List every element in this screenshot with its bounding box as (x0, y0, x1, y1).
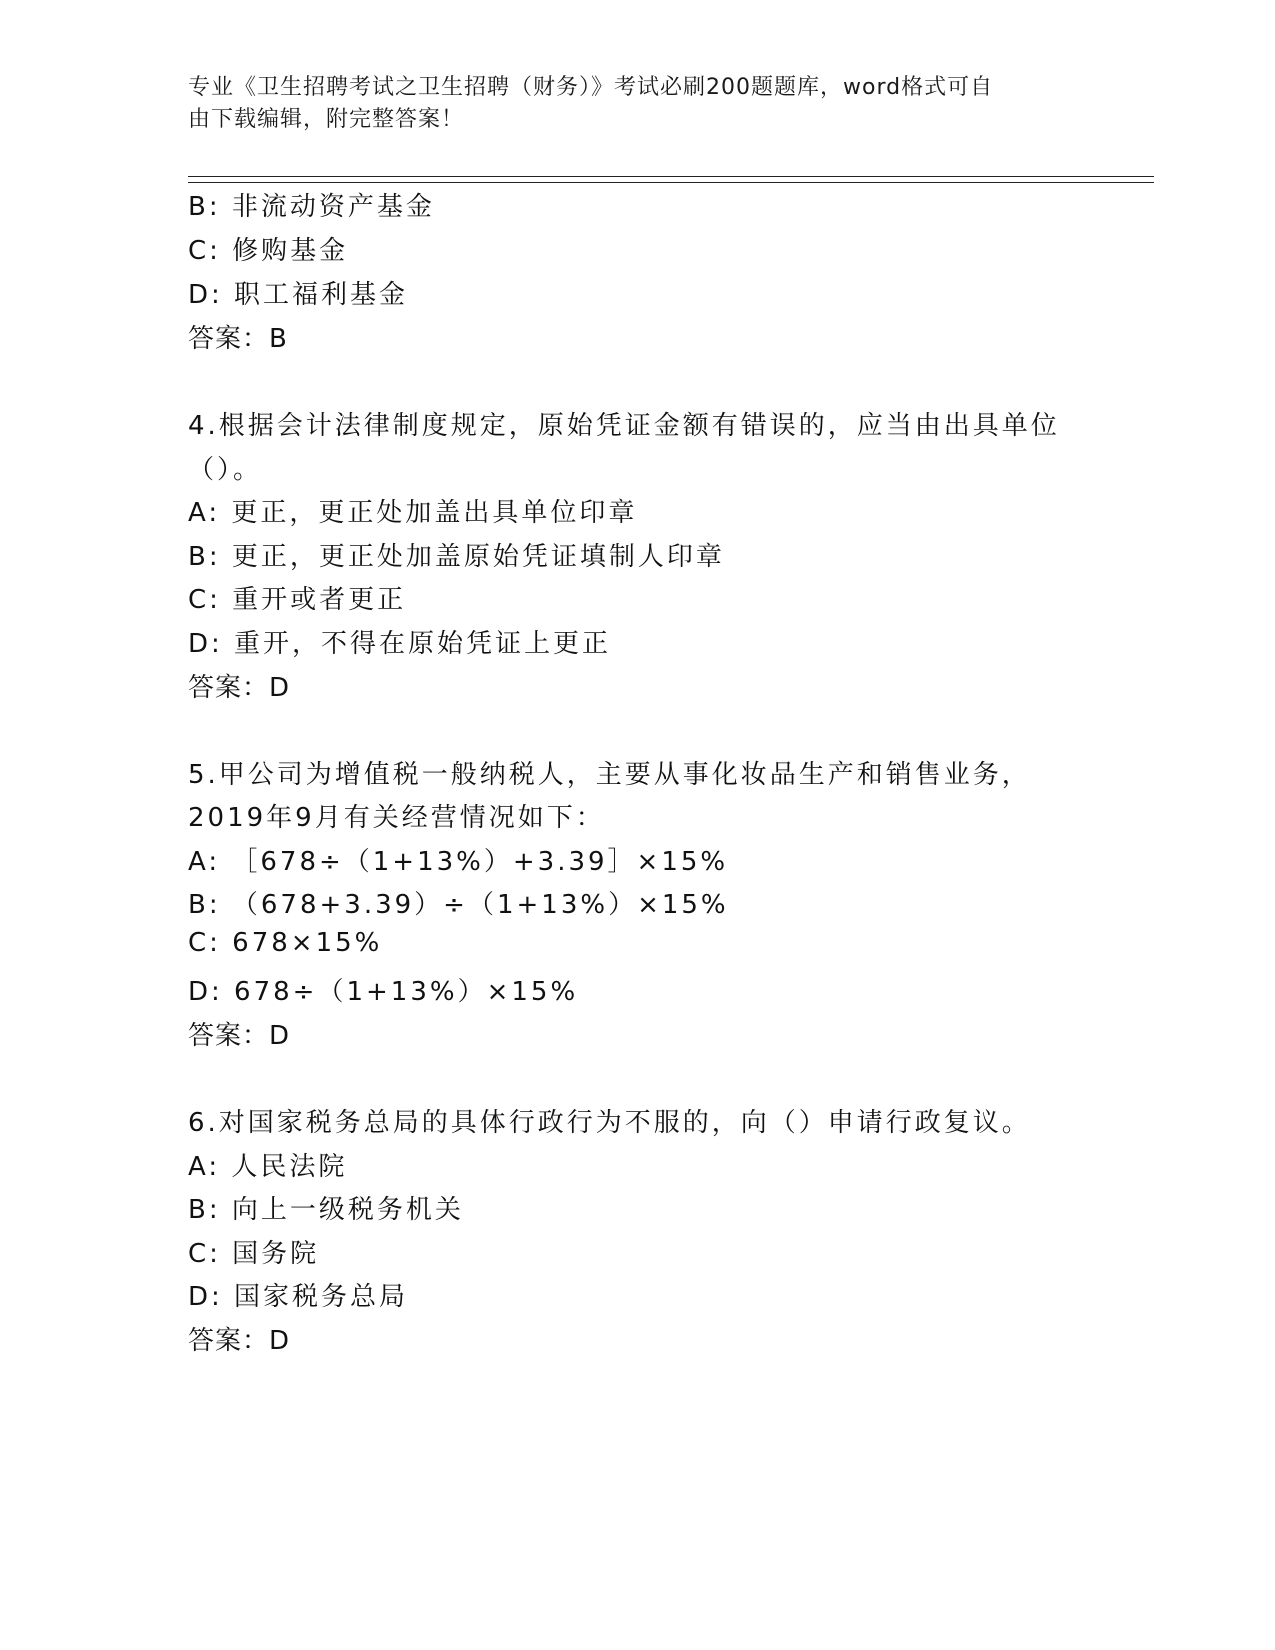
q4-option-c: C: 重开或者更正 (188, 585, 407, 615)
q6-question-line-1: 6.对国家税务总局的具体行政行为不服的，向（）申请行政复议。 (188, 1108, 1031, 1138)
q5-answer: 答案：D (188, 1021, 291, 1051)
header-divider-bottom (188, 182, 1154, 183)
header-divider-top (188, 176, 1154, 177)
q6-option-c: C: 国务院 (188, 1239, 320, 1269)
q4-question-line-1: 4.根据会计法律制度规定，原始凭证金额有错误的，应当由出具单位 (188, 411, 1060, 441)
header-line-2: 由下载编辑，附完整答案！ (188, 107, 465, 132)
header-line-1: 专业《卫生招聘考试之卫生招聘（财务）》考试必刷200题题库，word格式可自 (188, 75, 994, 100)
q3-answer: 答案：B (188, 324, 288, 354)
q6-option-b: B: 向上一级税务机关 (188, 1195, 464, 1225)
q4-answer: 答案：D (188, 673, 291, 703)
q5-option-c: C: 678×15% (188, 928, 383, 958)
q5-option-a: A: ［678÷（1+13%）+3.39］×15% (188, 847, 729, 877)
q5-question-line-2: 2019年9月有关经营情况如下： (188, 803, 605, 833)
q4-option-b: B: 更正，更正处加盖原始凭证填制人印章 (188, 542, 725, 572)
q5-option-b: B: （678+3.39）÷（1+13%）×15% (188, 890, 729, 920)
q5-option-d: D: 678÷（1+13%）×15% (188, 977, 579, 1007)
q5-question-line-1: 5.甲公司为增值税一般纳税人，主要从事化妆品生产和销售业务， (188, 760, 1031, 790)
q4-option-d: D: 重开，不得在原始凭证上更正 (188, 629, 612, 659)
q6-option-d: D: 国家税务总局 (188, 1282, 409, 1312)
q6-option-a: A: 人民法院 (188, 1152, 348, 1182)
q4-option-a: A: 更正，更正处加盖出具单位印章 (188, 498, 638, 528)
q3-option-b: B: 非流动资产基金 (188, 192, 435, 222)
q3-option-d: D: 职工福利基金 (188, 280, 409, 310)
document-header (188, 72, 1088, 136)
q3-option-c: C: 修购基金 (188, 236, 349, 266)
q6-answer: 答案：D (188, 1326, 291, 1356)
q4-question-line-2: （）。 (188, 455, 263, 485)
